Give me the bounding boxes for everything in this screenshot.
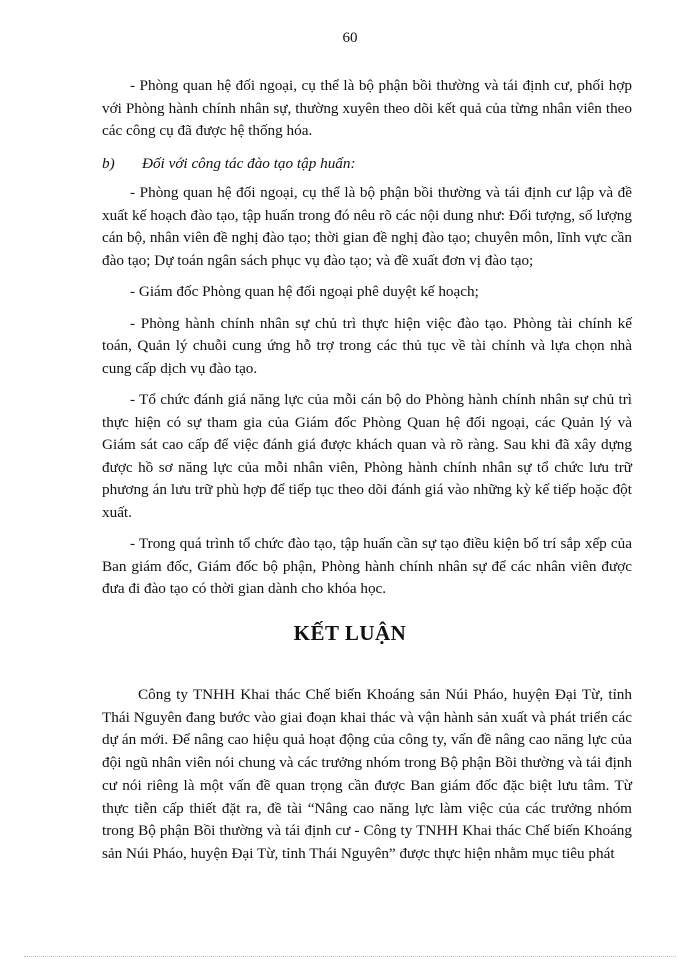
section-b-heading xyxy=(102,153,632,176)
section-b-title: Đối với công tác đào tạo tập huấn: xyxy=(142,155,356,172)
top-paragraphs xyxy=(102,75,632,152)
paragraph: - Phòng quan hệ đối ngoại, cụ thể là bộ phận bồi thường và tái định cư lập và đề xuất kế hoạch đào tạo, tập huấn trong đó nêu rõ các nội dung như: Đối tượng, số lượng cán bộ, nhân viên đề nghị đào tạo; thời gian đề nghị đào tạo; chuyên môn, lĩnh vực cần đào tạo; Dự toán ngân sách phục vụ đào tạo; và đề xuất đơn vị đào tạo; xyxy=(102,184,632,269)
paragraph: - Phòng hành chính nhân sự chủ trì thực hiện việc đào tạo. Phòng tài chính kế toán, Quản lý chuỗi cung ứng hỗ trợ trong các thủ tục về tài chính và lựa chọn nhà cung cấp dịch vụ đào tạo. xyxy=(102,314,632,377)
conclusion-paragraph: Công ty TNHH Khai thác Chế biến Khoáng sản Núi Pháo, huyện Đại Từ, tỉnh Thái Nguyên đang bước vào giai đoạn khai thác và vận hành sản xuất và phát triển các dự án mới. Để nâng cao hiệu quả hoạt động của công ty, vấn đề nâng cao năng lực của đội ngũ nhân viên nói chung và các trưởng nhóm trong Bộ phận Bồi thường và tái định cư nói riêng là một vấn đề quan trọng cần được Ban giám đốc đặc biệt lưu tâm. Từ thực tiễn cấp thiết đặt ra, đề tài “Nâng cao năng lực làm việc của các trưởng nhóm trong Bộ phận Bồi thường và tái định cư - Công ty TNHH Khai thác Chế biến Khoáng sản Núi Pháo, huyện Đại Từ, tỉnh Thái Nguyên” được thực hiện nhằm mục tiêu phát xyxy=(102,686,632,862)
paragraph: - Phòng quan hệ đối ngoại, cụ thể là bộ phận bồi thường và tái định cư, phối hợp với Phòng hành chính nhân sự, thường xuyên theo dõi kết quả của từng nhân viên theo các công cụ đã được hệ thống hóa. xyxy=(102,77,632,139)
conclusion-title: KẾT LUẬN xyxy=(293,621,407,645)
page-number: 60 xyxy=(342,30,358,46)
paragraph: - Trong quá trình tổ chức đào tạo, tập huấn cần sự tạo điều kiện bố trí sắp xếp của Ban giám đốc, Giám đốc bộ phận, Phòng hành chính nhân sự để các nhân viên được đưa đi đào tạo có thời gian dành cho khóa học. xyxy=(102,535,632,597)
paragraph: - Giám đốc Phòng quan hệ đối ngoại phê duyệt kế hoạch; xyxy=(130,283,479,300)
page-bottom-divider xyxy=(24,956,676,957)
section-b-paragraphs xyxy=(102,182,632,610)
paragraph: - Tổ chức đánh giá năng lực của mỗi cán bộ do Phòng hành chính nhân sự chủ trì thực hiện có sự tham gia của Giám đốc Phòng Quan hệ đối ngoại, các Quản lý và Giám sát cao cấp để việc đánh giá được khách quan và rõ ràng. Sau khi đã xây dựng được hồ sơ năng lực của mỗi nhân viên, Phòng hành chính nhân sự tổ chức lưu trữ phương án lưu trữ phù hợp để tiếp tục theo dõi đánh giá vào những kỳ kế tiếp hoặc đột xuất. xyxy=(102,391,632,521)
section-b-label: b) xyxy=(102,155,115,172)
